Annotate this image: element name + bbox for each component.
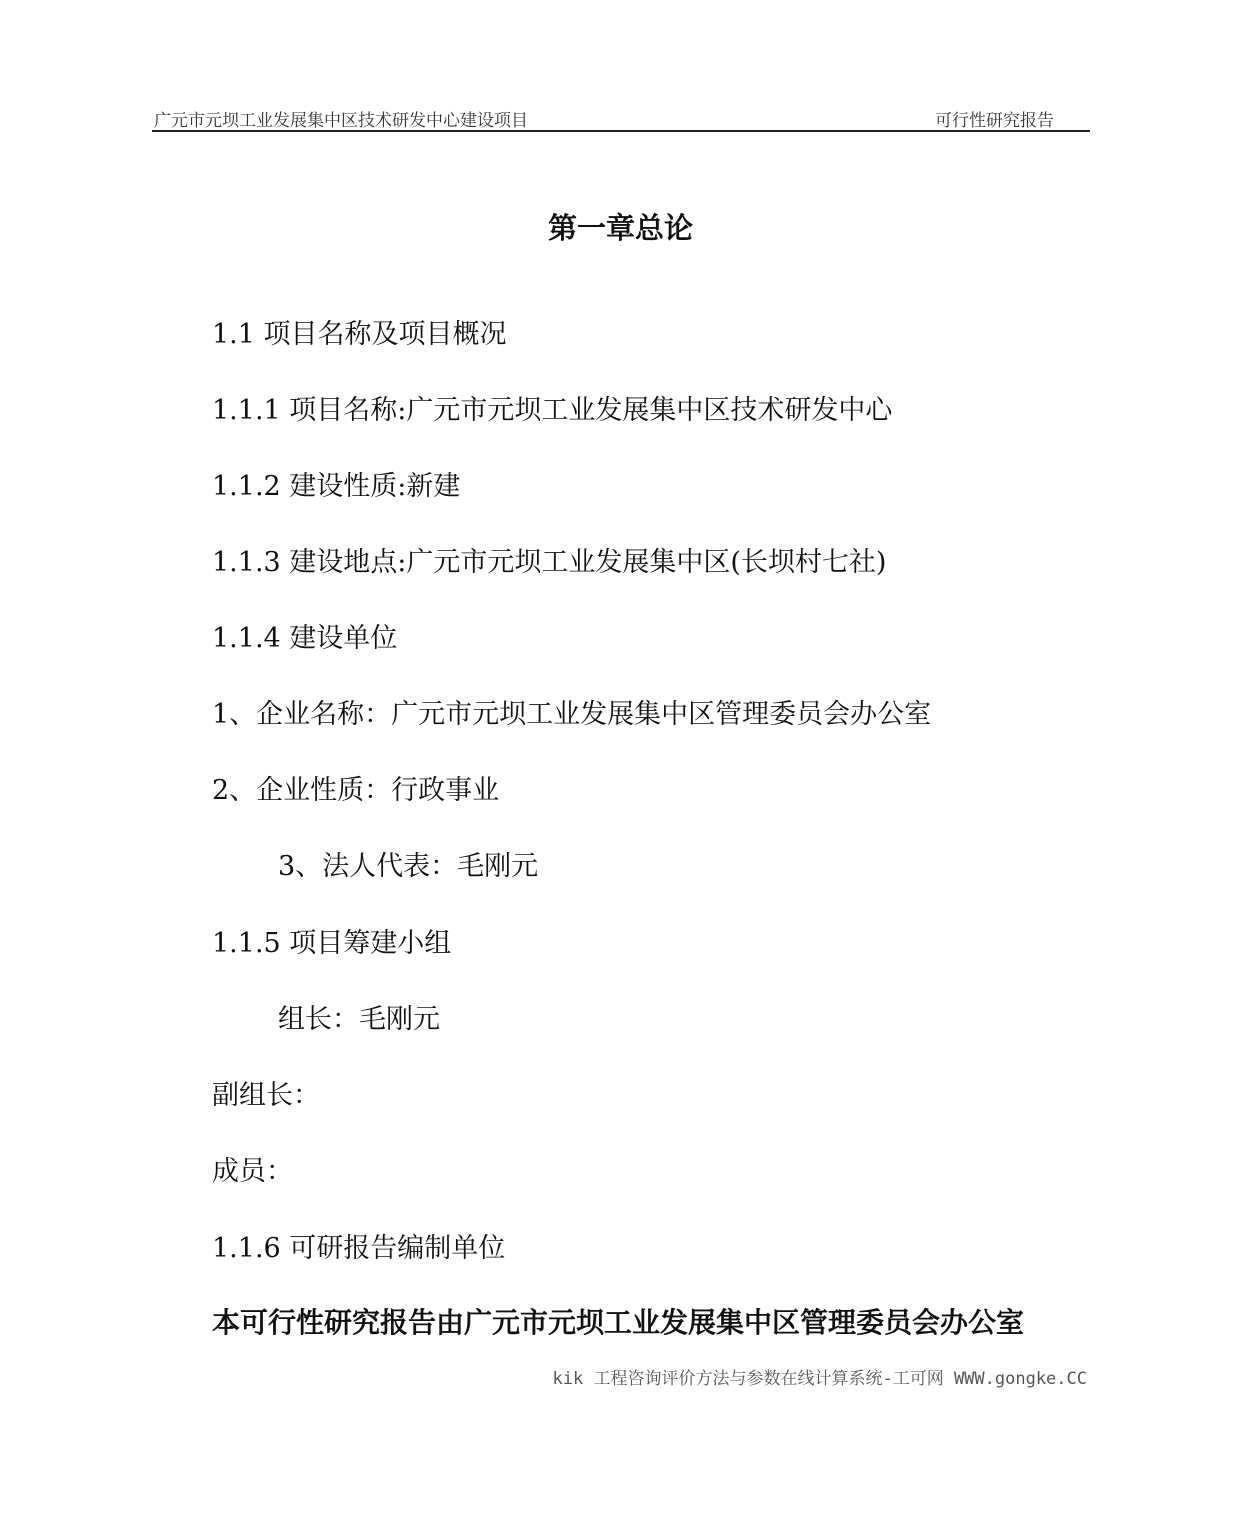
page-footer-watermark: kik 工程咨询评价方法与参数在线计算系统-工可网 WWW.gongke.CC — [552, 1369, 1087, 1389]
project-name-line: 1.1.1 项目名称:广元市元坝工业发展集中区技术研发中心 — [212, 395, 893, 426]
report-compiler-paragraph: 本可行性研究报告由广元市元坝工业发展集中区管理委员会办公室 — [212, 1306, 1025, 1339]
group-leader-line: 组长：毛刚元 — [278, 1004, 440, 1035]
preparation-group-heading: 1.1.5 项目筹建小组 — [212, 928, 452, 959]
enterprise-name-line: 1、企业名称：广元市元坝工业发展集中区管理委员会办公室 — [212, 699, 932, 730]
construction-nature-line: 1.1.2 建设性质:新建 — [212, 471, 461, 502]
header-report-type: 可行性研究报告 — [935, 111, 1054, 131]
page-header — [152, 102, 1090, 132]
chapter-title: 第一章总论 — [547, 211, 693, 245]
legal-representative-line: 3、法人代表：毛刚元 — [278, 851, 539, 882]
section-1-1-heading: 1.1 项目名称及项目概况 — [212, 319, 507, 350]
header-project-title: 广元市元坝工业发展集中区技术研发中心建设项目 — [154, 111, 528, 131]
deputy-leader-line: 副组长： — [212, 1080, 320, 1111]
report-compiler-heading: 1.1.6 可研报告编制单位 — [212, 1233, 506, 1264]
members-line: 成员： — [212, 1156, 293, 1187]
enterprise-nature-line: 2、企业性质：行政事业 — [212, 775, 500, 806]
construction-unit-heading: 1.1.4 建设单位 — [212, 623, 398, 654]
construction-site-line: 1.1.3 建设地点:广元市元坝工业发展集中区(长坝村七社) — [212, 547, 887, 578]
